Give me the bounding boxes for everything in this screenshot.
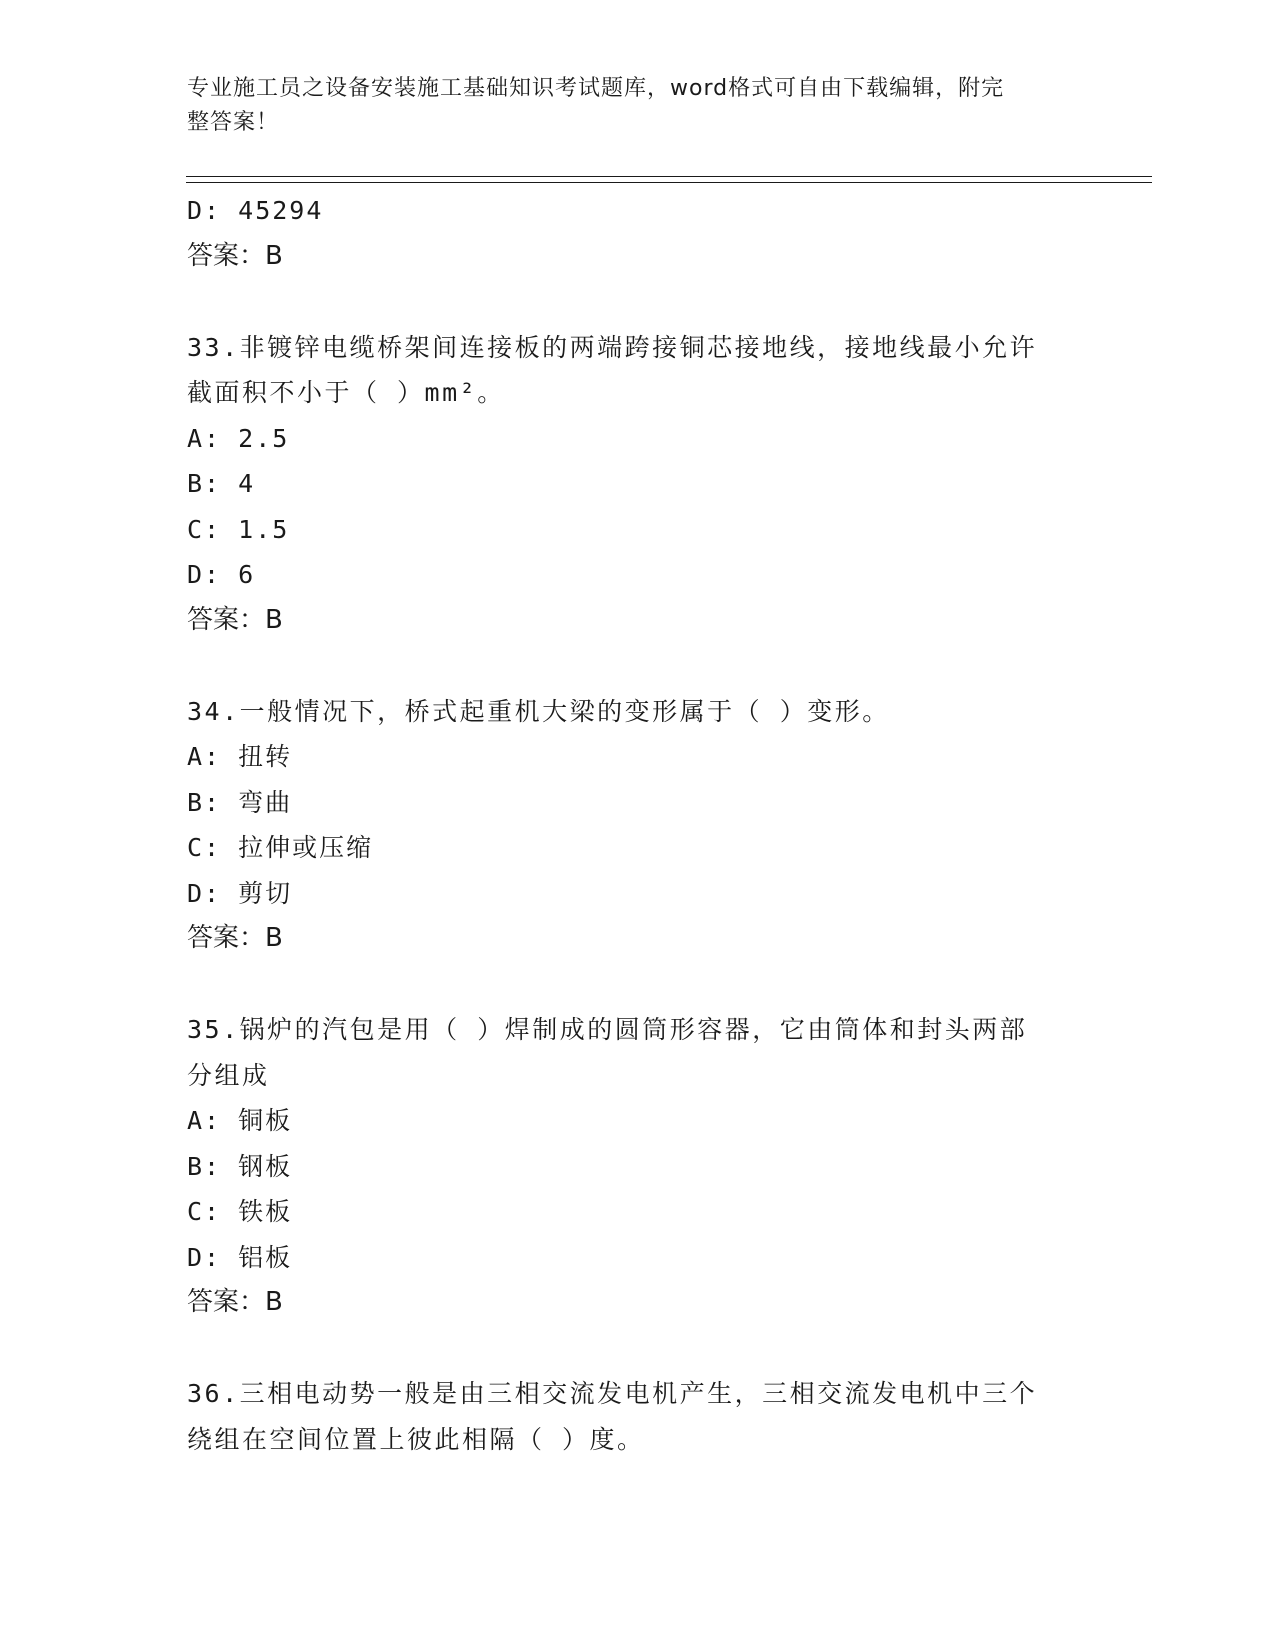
option-c: C: 1.5 bbox=[187, 514, 290, 544]
question-text-continued: 绕组在空间位置上彼此相隔（ ）度。 bbox=[187, 1424, 645, 1454]
option-a: A: 2.5 bbox=[187, 423, 290, 453]
document-body bbox=[187, 188, 1087, 1462]
option-d: D: 6 bbox=[187, 560, 256, 589]
question-text: 34.一般情况下，桥式起重机大梁的变形属于（ ）变形。 bbox=[187, 696, 890, 726]
question-block-35 bbox=[187, 1007, 1087, 1326]
question-text: 36.三相电动势一般是由三相交流发电机产生，三相交流发电机中三个 bbox=[187, 1379, 1038, 1408]
question-block-34 bbox=[187, 689, 1087, 962]
spacer bbox=[187, 962, 1087, 1008]
option-b: B: 弯曲 bbox=[187, 787, 293, 817]
question-text: 33.非镀锌电缆桥架间连接板的两端跨接铜芯接地线，接地线最小允许 bbox=[187, 332, 1038, 362]
answer-line: 答案：B bbox=[187, 1287, 283, 1317]
question-block-33 bbox=[187, 325, 1087, 644]
answer-line: 答案：B bbox=[187, 604, 283, 635]
option-c: C: 拉伸或压缩 bbox=[187, 833, 374, 862]
spacer bbox=[187, 643, 1087, 689]
option-b: B: 钢板 bbox=[187, 1151, 293, 1181]
option-d: D: 铝板 bbox=[187, 1242, 293, 1272]
option-a: A: 扭转 bbox=[187, 742, 293, 771]
spacer bbox=[187, 1326, 1087, 1372]
header-line-2: 整答案！ bbox=[187, 110, 280, 135]
answer-line: 答案：B bbox=[187, 240, 283, 271]
option-c: C: 铁板 bbox=[187, 1197, 293, 1226]
question-block-36 bbox=[187, 1371, 1087, 1462]
spacer bbox=[187, 279, 1087, 325]
header-line-1: 专业施工员之设备安装施工基础知识考试题库，word格式可自由下载编辑，附完 bbox=[187, 76, 1005, 101]
option-a: A: 铜板 bbox=[187, 1106, 293, 1135]
header-divider-bottom bbox=[186, 182, 1152, 183]
answer-line: 答案：B bbox=[187, 923, 283, 953]
question-block-prev bbox=[187, 188, 1087, 279]
question-text-continued: 截面积不小于（ ）mm²。 bbox=[187, 378, 505, 407]
document-header bbox=[187, 72, 1087, 140]
question-text-continued: 分组成 bbox=[187, 1060, 270, 1090]
header-divider-top bbox=[186, 176, 1152, 177]
option-d: D: 45294 bbox=[187, 196, 324, 225]
option-b: B: 4 bbox=[187, 469, 256, 498]
question-text: 35.锅炉的汽包是用（ ）焊制成的圆筒形容器，它由筒体和封头两部 bbox=[187, 1015, 1028, 1044]
option-d: D: 剪切 bbox=[187, 878, 293, 908]
